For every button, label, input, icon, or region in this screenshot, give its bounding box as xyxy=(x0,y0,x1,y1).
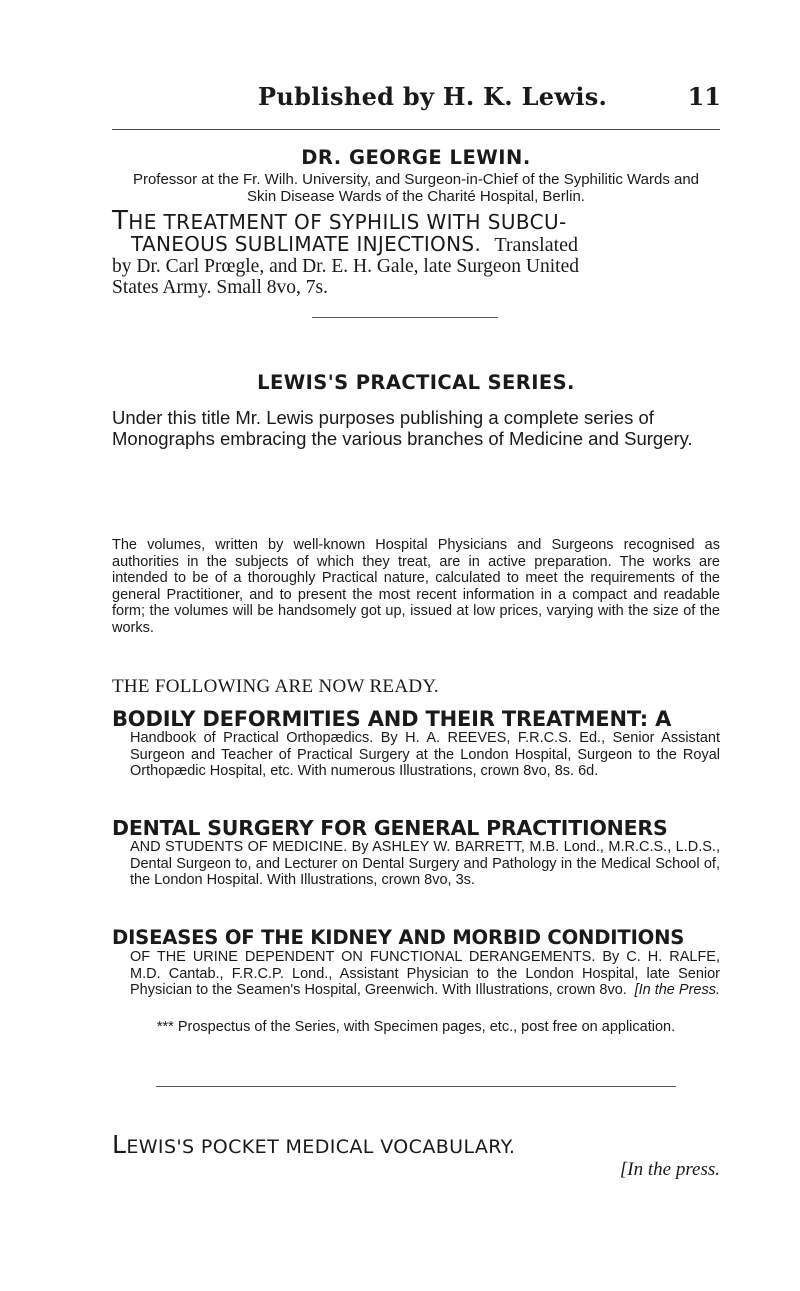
vocabulary-entry xyxy=(112,1130,720,1182)
entry-title: DENTAL SURGERY FOR GENERAL PRACTITIONERS xyxy=(112,816,668,840)
author-affiliation: Professor at the Fr. Wilh. University, and Surgeon-in-Chief of the Syphilitic Wards and Skin Disease Wards of the Charité Hospital, Berlin. xyxy=(132,171,700,205)
entry-body-text: OF THE URINE DEPENDENT ON FUNCTIONAL DERANGEMENTS. By C. H. RALFE, M.D. Cantab., F.R.C.P. Lond., Assistant Physician to the London Hospital, late Senior Physician to the Seamen's Hospital, Greenwich. With Illustrations, crown 8vo. xyxy=(130,949,720,998)
vocabulary-title: EWIS'S POCKET MEDICAL VOCABULARY. xyxy=(126,1136,516,1158)
ready-heading: THE FOLLOWING ARE NOW READY. xyxy=(112,676,439,697)
entry-status: [In the Press. xyxy=(634,982,720,998)
prospectus-note: *** Prospectus of the Series, with Specimen pages, etc., post free on application. xyxy=(156,1019,676,1035)
entry-body: Handbook of Practical Orthopædics. By H. A. REEVES, F.R.C.S. Ed., Senior Assistant Surgeon and Teacher of Practical Surgery at the London Hospital, Surgeon to the Royal Orthopædic Hospital, etc. With numerous Illustrations, crown 8vo, 8s. 6d. xyxy=(130,730,720,779)
book-title-line2-rest: Translated xyxy=(494,234,579,256)
series-entry xyxy=(112,927,720,999)
vocabulary-dropcap: L xyxy=(112,1130,127,1159)
book-title-line1: HE TREATMENT OF SYPHILIS WITH SUBCU- xyxy=(128,210,567,234)
section-divider xyxy=(156,1086,676,1087)
entry-title: BODILY DEFORMITIES AND THEIR TREATMENT: A xyxy=(112,707,672,731)
series-description: The volumes, written by well-known Hospital Physicians and Surgeons recognised as authorities in the subjects of which they treat, are in active preparation. The works are intended to be of a thoroughly Practical nature, calculated to meet the requirements of the general Practitioner, and to present the most recent information in a compact and readable form; the volumes will be handsomely got up, issued at low prices, varying with the size of the works. xyxy=(112,537,720,636)
running-header xyxy=(0,82,800,122)
author-heading: DR. GEORGE LEWIN. xyxy=(301,146,531,169)
book-title-line2: TANEOUS SUBLIMATE INJECTIONS. xyxy=(131,232,481,256)
book-dropcap: T xyxy=(112,206,129,236)
header-rule xyxy=(112,129,720,130)
series-entry xyxy=(112,817,720,889)
entry-body xyxy=(112,949,720,999)
entry-body: AND STUDENTS OF MEDICINE. By ASHLEY W. BARRETT, M.B. Lond., M.R.C.S., L.D.S., Dental Surgeon to, and Lecturer on Dental Surgery and Pathology in the Medical School of, the London Hospital. With Illustrations, crown 8vo, 3s. xyxy=(130,839,720,888)
vocabulary-status: [In the press. xyxy=(619,1159,720,1180)
series-entry xyxy=(112,708,720,780)
book-entry xyxy=(112,206,720,298)
page-number: 11 xyxy=(687,82,721,111)
entry-title: DISEASES OF THE KIDNEY AND MORBID CONDITIONS xyxy=(112,926,685,949)
running-title: Published by H. K. Lewis. xyxy=(258,82,608,111)
book-details: States Army. Small 8vo, 7s. xyxy=(112,277,328,298)
book-translators: by Dr. Carl Prœgle, and Dr. E. H. Gale, late Surgeon United xyxy=(112,256,580,277)
series-heading: LEWIS'S PRACTICAL SERIES. xyxy=(257,371,575,394)
series-intro: Under this title Mr. Lewis purposes publishing a complete series of Monographs embracing the various branches of Medicine and Surgery. xyxy=(112,407,693,449)
section-divider xyxy=(312,317,498,318)
